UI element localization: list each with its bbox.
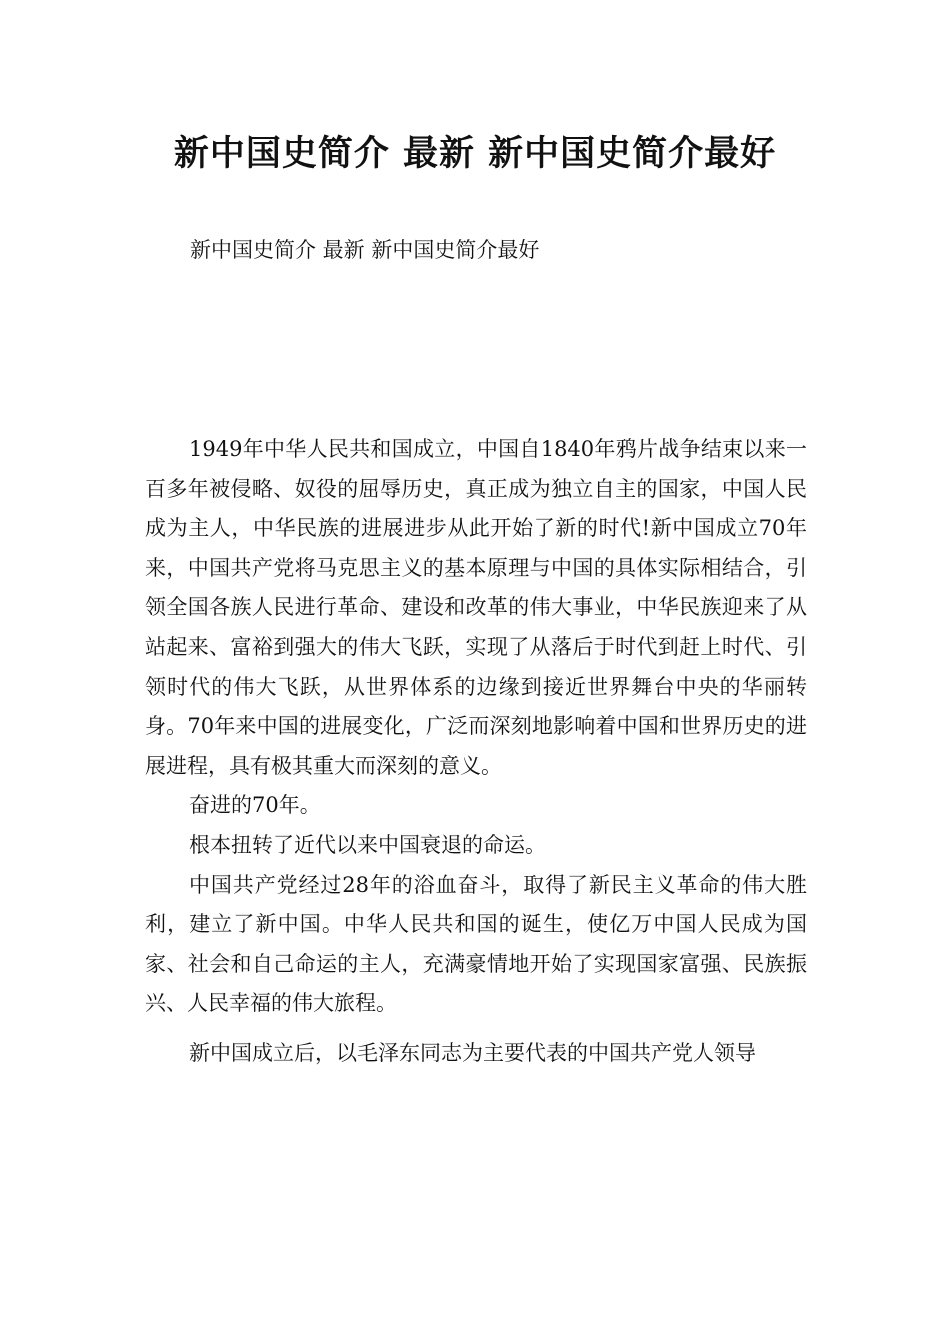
body-paragraph: 根本扭转了近代以来中国衰退的命运。 xyxy=(189,832,546,857)
body-paragraph: 新中国成立后，以毛泽东同志为主要代表的中国共产党人领导 xyxy=(189,1040,756,1065)
document-body xyxy=(145,430,807,1074)
document-subtitle: 新中国史简介 最新 新中国史简介最好 xyxy=(190,238,540,262)
body-paragraph: 奋进的70年。 xyxy=(189,793,321,818)
document-title: 新中国史简介 最新 新中国史简介最好 xyxy=(173,134,777,174)
body-paragraph: 1949年中华人民共和国成立，中国自1840年鸦片战争结束以来一百多年被侵略、奴役的屈辱历史，真正成为独立自主的国家，中国人民成为主人，中华民族的进展进步从此开始了新的时代!新中国成立70年来，中国共产党将马克思主义的基本原理与中国的具体实际相结合，引领全国各族人民进行革命、建设和改革的伟大事业，中华民族迎来了从站起来、富裕到强大的伟大飞跃，实现了从落后于时代到赶上时代、引领时代的伟大飞跃，从世界体系的边缘到接近世界舞台中央的华丽转身。70年来中国的进展变化，广泛而深刻地影响着中国和世界历史的进展进程，具有极其重大而深刻的意义。 xyxy=(145,437,807,778)
body-paragraph: 中国共产党经过28年的浴血奋斗，取得了新民主义革命的伟大胜利，建立了新中国。中华人民共和国的诞生，使亿万中国人民成为国家、社会和自己命运的主人，充满豪情地开始了实现国家富强、民族振兴、人民幸福的伟大旅程。 xyxy=(145,872,807,1016)
